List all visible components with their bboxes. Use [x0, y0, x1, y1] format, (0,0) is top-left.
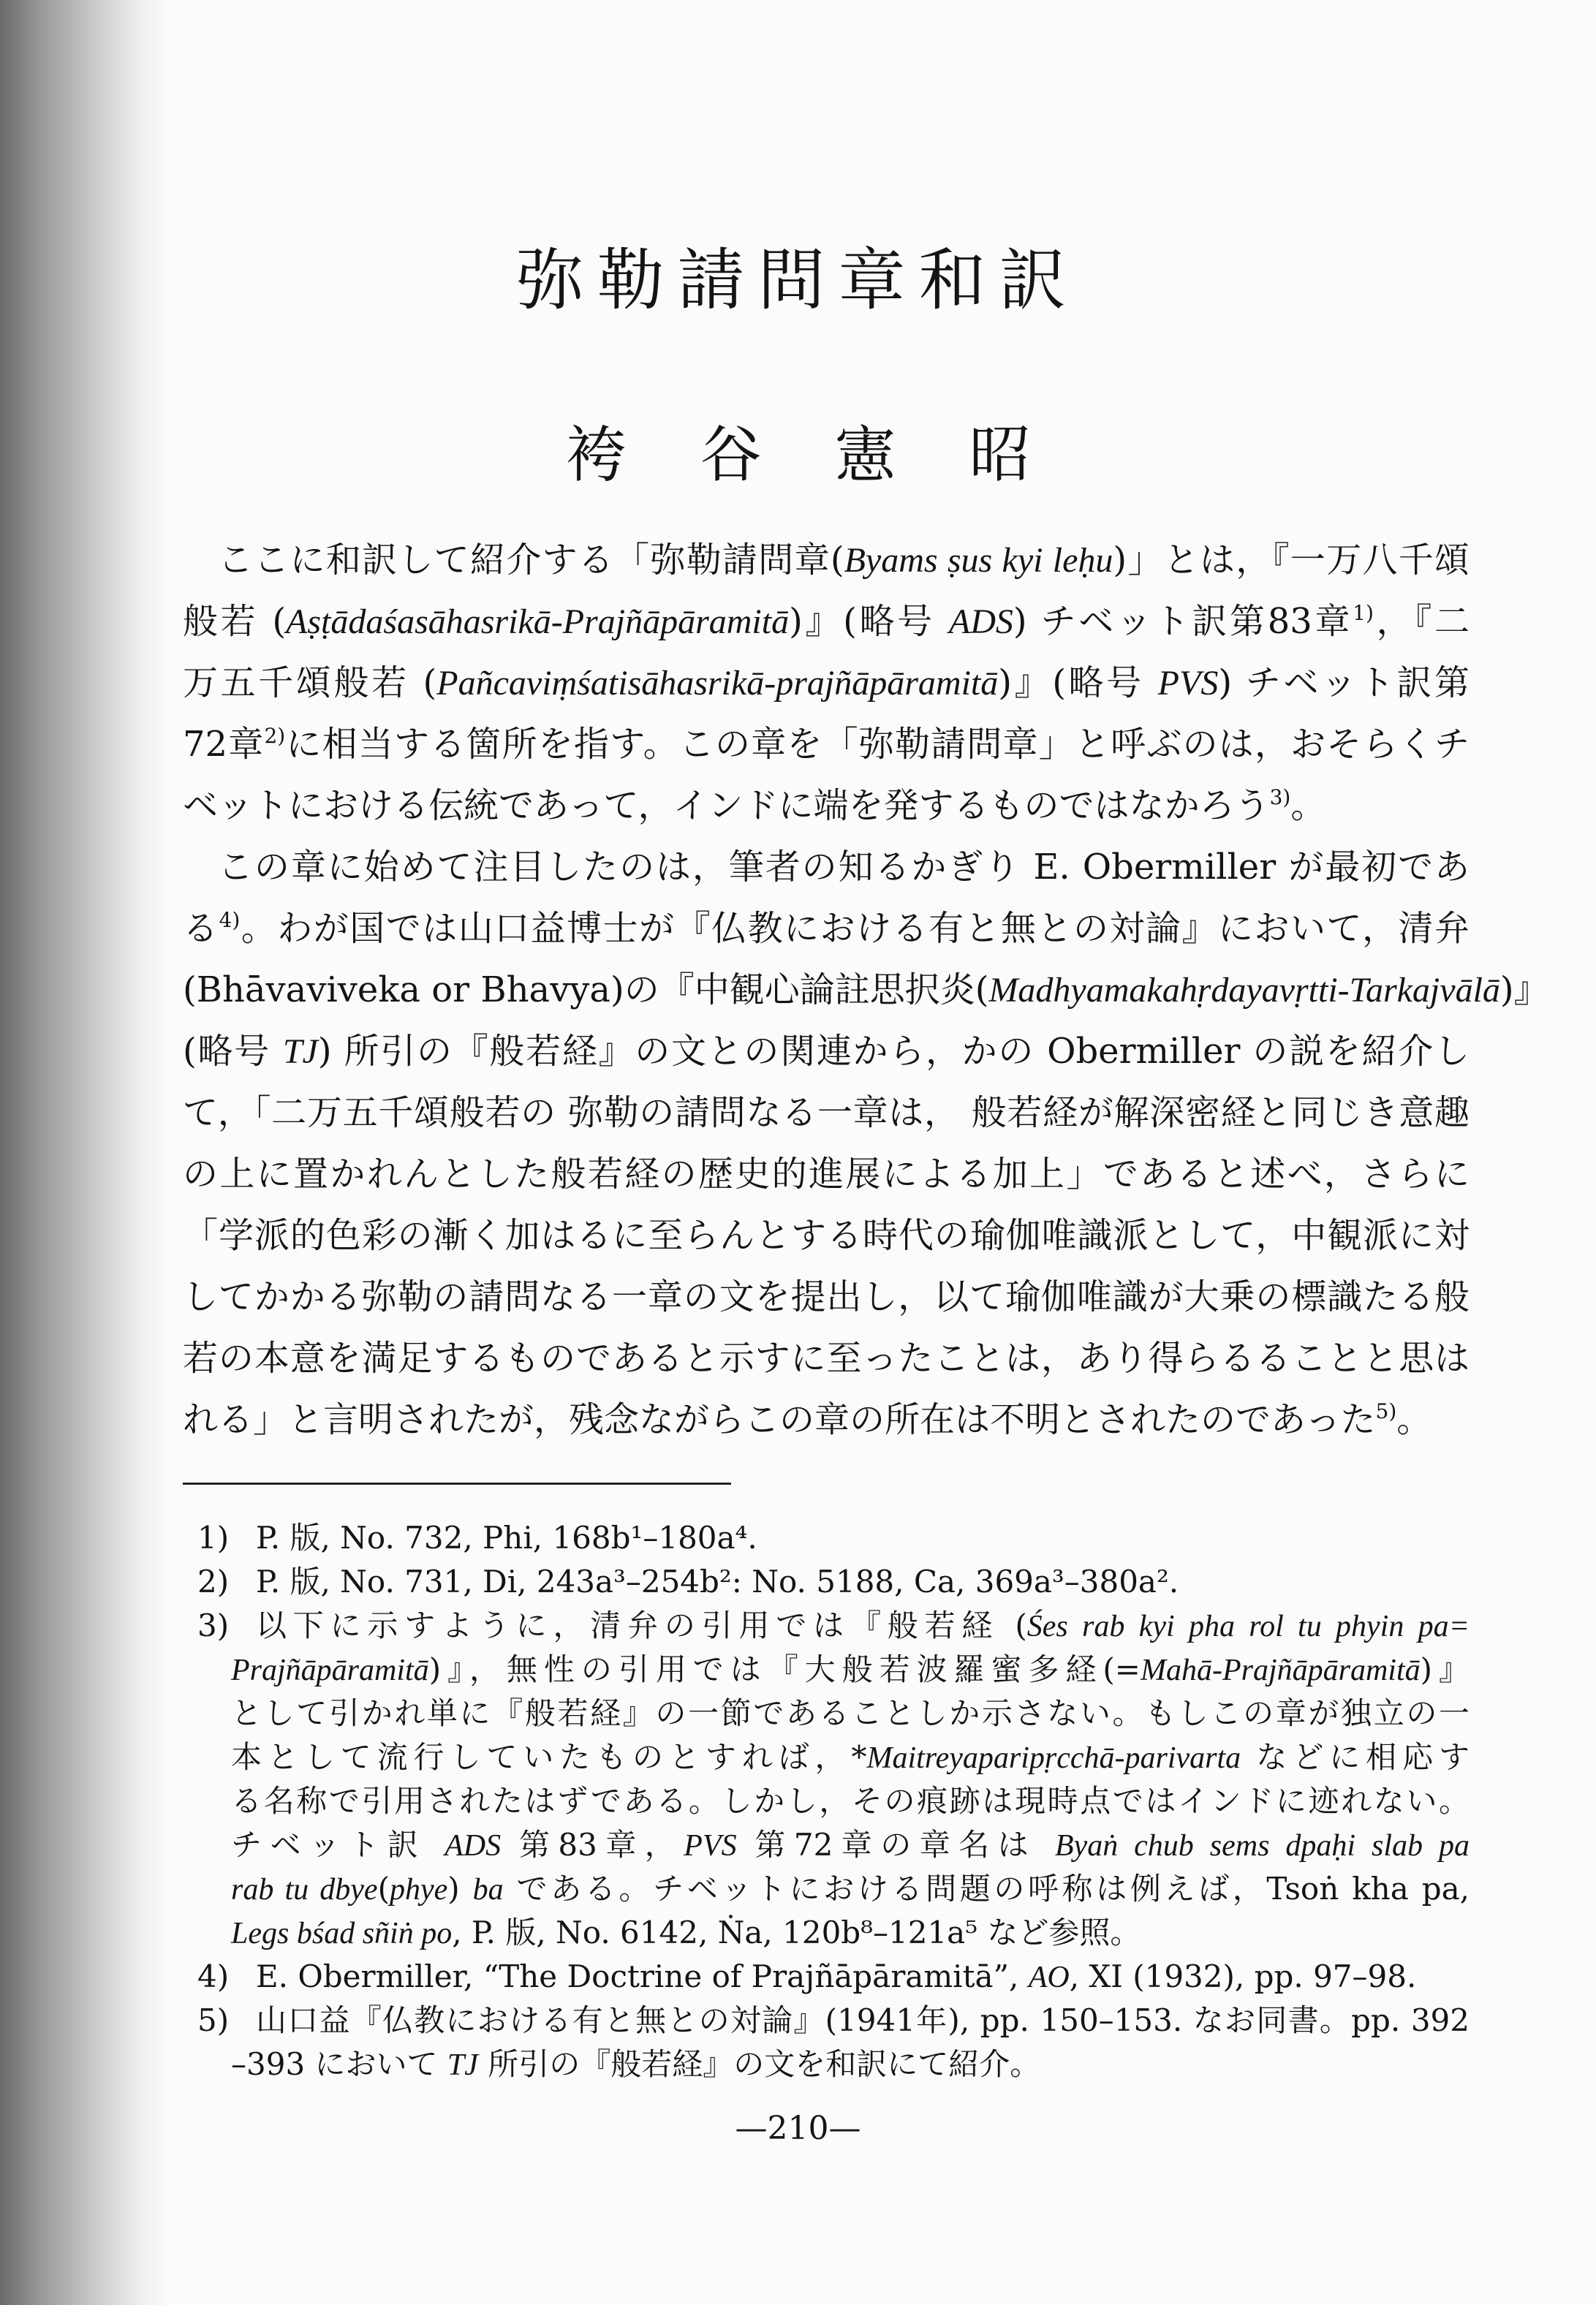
- text-run: ): [447, 1871, 473, 1907]
- footnote: [197, 1560, 1470, 1604]
- footnote-line: [256, 1955, 1470, 1999]
- footnote-line: [231, 1648, 1470, 1692]
- text-run: チベット訳: [231, 1827, 445, 1863]
- body-text: [183, 529, 1549, 1450]
- text-run: してかかる弥勒の請問なる一章の文を提出し，以て瑜伽唯識が大乗の標識たる般: [183, 1276, 1470, 1317]
- text-run: ) チベット訳第83章: [1013, 601, 1353, 642]
- footnote-line: [256, 1560, 1470, 1604]
- italic-term: phye: [389, 1873, 448, 1907]
- italic-term: Byaṅ chub sems dpaḥi slab pa: [1054, 1829, 1470, 1863]
- italic-term: Pañcaviṃśatisāhasrikā-prajñāpāramitā: [436, 664, 999, 703]
- text-run: 第83章，: [501, 1827, 684, 1863]
- text-run: れる」と言明されたが，残念ながらこの章の所在は不明とされたのであった: [183, 1399, 1376, 1440]
- footnote-line: [231, 1867, 1470, 1911]
- footnote-line: [231, 1779, 1470, 1823]
- text-run: 山口益『仏教における有と無との対論』(1941年), pp. 150–153. なお同書。pp. 392: [256, 2002, 1470, 2038]
- text-run: ) チベット訳第: [1218, 662, 1470, 703]
- body-line: [183, 1266, 1470, 1328]
- footnote-line: [256, 1516, 1470, 1560]
- footnote-number: 1): [197, 1520, 230, 1556]
- footnote-ref: 4): [219, 908, 241, 932]
- text-run: 若の本意を満足するものであると示すに至ったことは，あり得らるることと思は: [183, 1338, 1470, 1379]
- text-run: )」とは，『一万八千頌: [1113, 540, 1470, 580]
- body-line: [183, 1082, 1470, 1143]
- text-run: )』: [1420, 1651, 1470, 1687]
- italic-term: Byams ṣus kyi leḥu: [844, 541, 1113, 580]
- footnote-line: [231, 1736, 1470, 1779]
- body-line: [183, 714, 1470, 775]
- text-run: 72章: [183, 724, 265, 765]
- footnote-line: [231, 2043, 1470, 2086]
- italic-term: PVS: [1157, 664, 1219, 703]
- footnote-rule: [183, 1483, 731, 1485]
- footnote-ref: 3): [1269, 785, 1291, 809]
- text-run: P. 版, No. 732, Phi, 168b¹–180a⁴.: [256, 1520, 757, 1556]
- italic-term: Prajñāpāramitā: [231, 1654, 429, 1687]
- footnote-ref: 1): [1353, 601, 1374, 625]
- body-line: [183, 1389, 1470, 1450]
- italic-term: TJ: [447, 2048, 478, 2082]
- footnote: [197, 1516, 1470, 1560]
- italic-term: PVS: [684, 1829, 737, 1863]
- text-run: 「学派的色彩の漸く加はるに至らんとする時代の瑜伽唯識派として，中観派に対: [183, 1215, 1470, 1256]
- body-line: [183, 591, 1470, 652]
- text-run: 。: [1396, 1399, 1432, 1440]
- text-run: ) 所引の『般若経』の文との関連から，かの Obermiller の説を紹介し: [317, 1031, 1470, 1072]
- text-run: (: [377, 1871, 390, 1907]
- text-run: 般若 (: [183, 601, 287, 642]
- body-line: [183, 529, 1470, 591]
- article-title: 弥勒請問章和訳: [516, 241, 1080, 319]
- text-run: )』(略号: [998, 662, 1158, 703]
- text-run: (Bhāvaviveka or Bhavya)の『中観心論註思択炎(: [183, 969, 989, 1010]
- text-run: 以下に示すように，清弁の引用では『般若経 (: [256, 1608, 1027, 1643]
- text-run: ，『二: [1373, 601, 1470, 642]
- footnote: [197, 1604, 1470, 1955]
- author-name: 袴谷憲昭: [565, 419, 1104, 491]
- body-line: [183, 898, 1470, 959]
- body-line: [183, 1021, 1470, 1082]
- body-line: [183, 1328, 1470, 1389]
- footnote-line: [231, 1823, 1470, 1867]
- text-run: ベットにおける伝統であって，インドに端を発するものではなかろう: [183, 785, 1270, 826]
- italic-term: Madhyamakahṛdayavṛtti-Tarkajvālā: [988, 971, 1500, 1010]
- text-run: 。わが国では山口益博士が『仏教における有と無との対論』において，清弁: [240, 908, 1470, 949]
- text-run: に相当する箇所を指す。この章を「弥勒請問章」と呼ぶのは，おそらくチ: [285, 724, 1470, 765]
- italic-term: ADS: [948, 602, 1013, 641]
- text-run: , XI (1932), pp. 97–98.: [1069, 1958, 1417, 1994]
- text-run: ここに和訳して紹介する「弥勒請問章(: [218, 540, 844, 580]
- text-run: , P. 版, No. 6142, Ṅa, 120b⁸–121a⁵ など参照。: [452, 1915, 1141, 1950]
- footnote-line: [231, 1911, 1470, 1955]
- italic-term: AO: [1028, 1961, 1070, 1994]
- text-run: 万五千頌般若 (: [183, 662, 437, 703]
- text-run: として引かれ単に『般若経』の一節であることしか示さない。もしこの章が独立の一: [231, 1695, 1470, 1731]
- text-run: )』，無性の引用では『大般若波羅蜜多経(=: [428, 1651, 1141, 1687]
- body-line: [183, 775, 1470, 836]
- footnote-line: [256, 1999, 1470, 2043]
- italic-term: Mahā-Prajñāpāramitā: [1140, 1654, 1421, 1687]
- text-run: この章に始めて注目したのは，筆者の知るかぎり E. Obermiller が最初であ: [218, 847, 1470, 887]
- text-run: 本として流行していたものとすれば，*: [231, 1739, 867, 1775]
- footnote-number: 5): [197, 2002, 230, 2038]
- italic-term: Aṣṭādaśasāhasrikā-Prajñāpāramitā: [286, 602, 790, 641]
- italic-term: rab tu dbye: [231, 1873, 378, 1907]
- text-run: (略号: [183, 1031, 283, 1072]
- page-number: —210—: [735, 2110, 861, 2147]
- body-line: [183, 959, 1549, 1021]
- footnote-number: 4): [197, 1958, 230, 1994]
- footnote: [197, 1999, 1470, 2086]
- body-line: [183, 652, 1470, 714]
- italic-term: Maitreyaparipṛcchā-parivarta: [866, 1741, 1241, 1775]
- scan-edge-shadow: [0, 0, 168, 2305]
- footnote-number: 3): [197, 1608, 230, 1643]
- text-run: E. Obermiller, “The Doctrine of Prajñāpāramitā”,: [256, 1958, 1029, 1994]
- italic-term: TJ: [282, 1032, 318, 1071]
- text-run: る名称で引用されたはずである。しかし，その痕跡は現時点ではインドに迹れない。: [231, 1783, 1470, 1819]
- text-run: )』(略号: [789, 601, 949, 642]
- text-run: –393 において: [231, 2046, 447, 2082]
- italic-term: ba: [472, 1873, 504, 1907]
- footnote-ref: 2): [264, 724, 286, 748]
- body-line: [183, 836, 1470, 898]
- italic-term: Legs bśad sñiṅ po: [231, 1917, 453, 1950]
- body-line: [183, 1205, 1470, 1266]
- italic-term: ADS: [445, 1829, 502, 1863]
- text-run: 所引の『般若経』の文を和訳にて紹介。: [477, 2046, 1041, 2082]
- footnote-number: 2): [197, 1564, 230, 1600]
- footnote-line: [231, 1692, 1470, 1736]
- footnote: [197, 1955, 1470, 1999]
- text-run: の上に置かれんとした般若経の歴史的進展による加上」であると述べ，さらに: [183, 1154, 1470, 1195]
- text-run: である。チベットにおける問題の呼称は例えば，Tsoṅ kha pa,: [503, 1871, 1470, 1907]
- footnote-ref: 5): [1375, 1399, 1397, 1423]
- footnotes: [197, 1516, 1470, 2086]
- text-run: 第72章の章名は: [736, 1827, 1055, 1863]
- text-run: 。: [1290, 785, 1326, 826]
- text-run: などに相応す: [1241, 1739, 1470, 1775]
- footnote-line: [256, 1604, 1470, 1648]
- text-run: て，「二万五千頌般若の 弥勒の請問なる一章は， 般若経が解深密経と同じき意趣: [183, 1092, 1470, 1133]
- text-run: )』: [1499, 969, 1549, 1010]
- body-line: [183, 1143, 1470, 1205]
- text-run: P. 版, No. 731, Di, 243a³–254b²: No. 5188, Ca, 369a³–380a².: [256, 1564, 1179, 1600]
- italic-term: Śes rab kyi pha rol tu phyin pa=: [1026, 1610, 1470, 1643]
- text-run: る: [183, 908, 219, 949]
